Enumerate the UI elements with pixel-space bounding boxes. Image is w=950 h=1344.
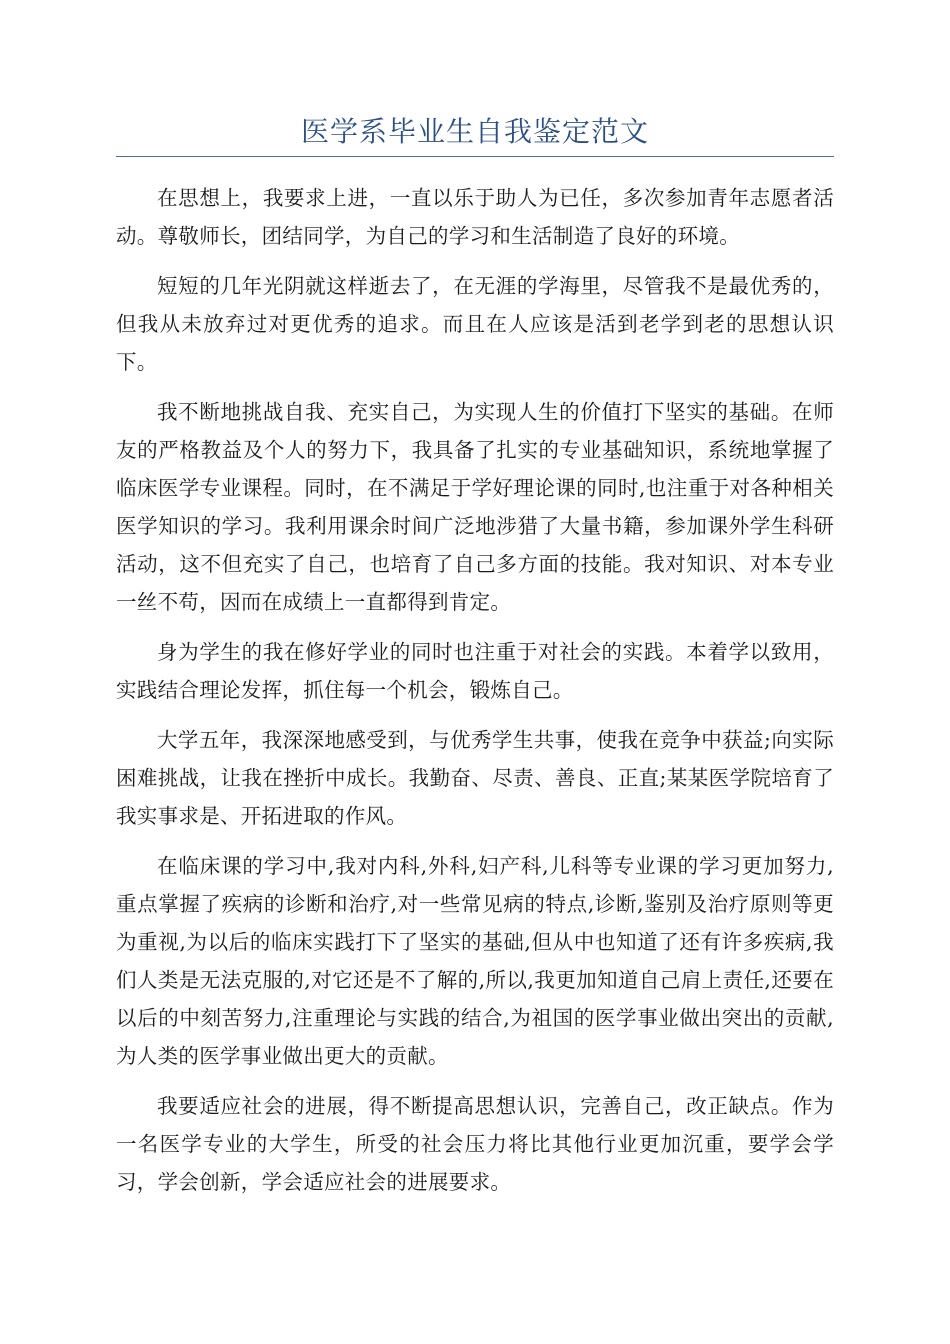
paragraph-5: 大学五年，我深深地感受到，与优秀学生共事，使我在竞争中获益;向实际困难挑战，让我在挫折中成长。我勤奋、尽责、善良、正直;某某医学院培育了我实事求是、开拓进取的作风。 <box>116 728 834 828</box>
document-title: 医学系毕业生自我鉴定范文 <box>116 112 834 157</box>
paragraph-7: 我要适应社会的进展，得不断提高思想认识，完善自己，改正缺点。作为一名医学专业的大学生，所受的社会压力将比其他行业更加沉重，要学会学习，学会创新，学会适应社会的进展要求。 <box>116 1094 834 1194</box>
paragraph-2: 短短的几年光阴就这样逝去了，在无涯的学海里，尽管我不是最优秀的，但我从未放弃过对更优秀的追求。而且在人应该是活到老学到老的思想认识下。 <box>116 274 834 374</box>
document-page <box>116 112 834 1213</box>
paragraph-1: 在思想上，我要求上进，一直以乐于助人为已任，多次参加青年志愿者活动。尊敬师长，团结同学，为自己的学习和生活制造了良好的环境。 <box>116 186 834 248</box>
paragraph-3: 我不断地挑战自我、充实自己，为实现人生的价值打下坚实的基础。在师友的严格教益及个人的努力下，我具备了扎实的专业基础知识，系统地掌握了临床医学专业课程。同时，在不满足于学好理论课的同时,也注重于对各种相关医学知识的学习。我利用课余时间广泛地涉猎了大量书籍，参加课外学生科研活动，这不但充实了自己，也培育了自己多方面的技能。我对知识、对本专业一丝不苟，因而在成绩上一直都得到肯定。 <box>116 400 834 614</box>
paragraph-6: 在临床课的学习中,我对内科,外科,妇产科,儿科等专业课的学习更加努力,重点掌握了疾病的诊断和治疗,对一些常见病的特点,诊断,鉴别及治疗原则等更为重视,为以后的临床实践打下了坚实的基础,但从中也知道了还有许多疾病,我们人类是无法克服的,对它还是不了解的,所以,我更加知道自己肩上责任,还要在以后的中刻苦努力,注重理论与实践的结合,为祖国的医学事业做出突出的贡献,为人类的医学事业做出更大的贡献。 <box>116 854 834 1068</box>
paragraph-4: 身为学生的我在修好学业的同时也注重于对社会的实践。本着学以致用，实践结合理论发挥，抓住每一个机会，锻炼自己。 <box>116 640 834 702</box>
